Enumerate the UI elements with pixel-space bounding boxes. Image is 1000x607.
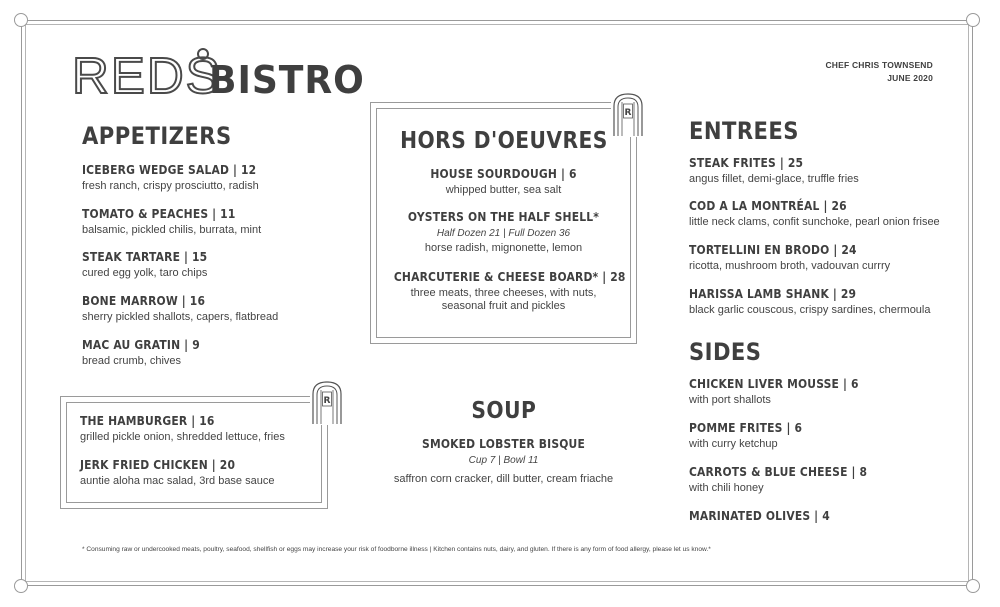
allergy-disclaimer: * Consuming raw or undercooked meats, poultry, seafood, shellfish or eggs may increase your risk of foodborne illness | Kitchen contains nuts, dairy, and gluten. If there is any form of food allergy, please let us know.* xyxy=(82,546,711,553)
item-name: COD A LA MONTRÉAL | 26 xyxy=(689,198,847,213)
menu-item xyxy=(82,206,261,236)
brand-name-outline: REDS xyxy=(72,47,222,104)
item-name: CARROTS & BLUE CHEESE | 8 xyxy=(689,464,868,479)
item-portions: Cup 7 | Bowl 11 xyxy=(468,455,539,466)
item-description: three meats, three cheeses, with nuts, xyxy=(410,287,597,299)
menu-item xyxy=(689,420,821,450)
item-description: little neck clams, confit sunchoke, pearl onion frisee xyxy=(689,216,940,228)
item-name: BONE MARROW | 16 xyxy=(82,293,206,308)
item-description: whipped butter, sea salt xyxy=(445,184,562,196)
menu-item xyxy=(82,249,228,279)
corner-ornament xyxy=(966,579,980,593)
item-name: OYSTERS ON THE HALF SHELL* xyxy=(407,209,600,224)
menu-item xyxy=(689,198,940,228)
hors-title-text: HORS D'OEUVRES xyxy=(399,128,608,154)
item-name: TOMATO & PEACHES | 11 xyxy=(82,206,236,221)
degree-mark xyxy=(197,48,209,60)
soup-title xyxy=(376,398,631,424)
item-name: ICEBERG WEDGE SALAD | 12 xyxy=(82,162,257,177)
item-name: TORTELLINI EN BRODO | 24 xyxy=(689,242,857,257)
item-name: HARISSA LAMB SHANK | 29 xyxy=(689,286,857,301)
soup-title-text: SOUP xyxy=(471,398,536,424)
menu-item xyxy=(376,436,631,485)
item-name: MAC AU GRATIN | 9 xyxy=(82,337,200,352)
entrees-title: ENTREES xyxy=(689,117,799,145)
menu-item xyxy=(376,166,631,196)
item-name: CHARCUTERIE & CHEESE BOARD* | 28 xyxy=(393,269,626,284)
item-name: JERK FRIED CHICKEN | 20 xyxy=(80,457,236,472)
corner-ornament xyxy=(14,579,28,593)
item-description: black garlic couscous, crispy sardines, chermoula xyxy=(689,304,931,316)
r-emblem-icon xyxy=(310,380,344,425)
item-name: CHICKEN LIVER MOUSSE | 6 xyxy=(689,376,859,391)
sides-title: SIDES xyxy=(689,338,762,366)
item-description-line2: seasonal fruit and pickles xyxy=(441,300,566,312)
item-description: with chili honey xyxy=(689,482,764,494)
item-name: THE HAMBURGER | 16 xyxy=(80,413,215,428)
chef-name: CHEF CHRIS TOWNSEND xyxy=(825,60,933,70)
menu-item xyxy=(82,293,278,323)
item-description: balsamic, pickled chilis, burrata, mint xyxy=(82,224,262,236)
menu-item xyxy=(689,286,931,316)
brand-name-bold: BISTRO xyxy=(209,58,365,102)
item-description: sherry pickled shallots, capers, flatbread xyxy=(82,311,279,323)
appetizers-title: APPETIZERS xyxy=(82,122,232,150)
item-name: STEAK FRITES | 25 xyxy=(689,155,804,170)
corner-ornament xyxy=(14,13,28,27)
emblem-letter: R xyxy=(323,396,331,406)
hors-title xyxy=(376,128,631,154)
menu-item xyxy=(82,337,219,367)
emblem-letter: R xyxy=(624,108,632,118)
item-description: saffron corn cracker, dill butter, cream friache xyxy=(393,473,614,485)
item-name: POMME FRITES | 6 xyxy=(689,420,803,435)
item-description: ricotta, mushroom broth, vadouvan currry xyxy=(689,260,891,272)
menu-item xyxy=(376,209,631,254)
item-description: with port shallots xyxy=(689,394,771,406)
item-portions: Half Dozen 21 | Full Dozen 36 xyxy=(436,228,571,239)
item-name: SMOKED LOBSTER BISQUE xyxy=(422,436,585,451)
corner-ornament xyxy=(966,13,980,27)
menu-item xyxy=(82,162,285,192)
menu-date: JUNE 2020 xyxy=(887,73,933,83)
item-description: with curry ketchup xyxy=(689,438,778,450)
menu-item xyxy=(689,155,859,185)
item-description: auntie aloha mac salad, 3rd base sauce xyxy=(80,475,275,487)
menu-item xyxy=(689,508,853,523)
menu-item xyxy=(80,457,274,487)
item-description: cured egg yolk, taro chips xyxy=(82,267,208,279)
item-description: angus fillet, demi-glace, truffle fries xyxy=(689,173,859,185)
item-name: MARINATED OLIVES | 4 xyxy=(689,508,830,523)
header-info xyxy=(825,59,933,85)
item-description: fresh ranch, crispy prosciutto, radish xyxy=(82,180,259,192)
item-description: grilled pickle onion, shredded lettuce, fries xyxy=(80,431,285,443)
menu-item xyxy=(689,376,886,406)
item-name: HOUSE SOURDOUGH | 6 xyxy=(430,166,577,181)
item-description: bread crumb, chives xyxy=(82,355,182,367)
item-description: horse radish, mignonette, lemon xyxy=(424,242,583,254)
brand-logo xyxy=(72,47,365,104)
item-name: STEAK TARTARE | 15 xyxy=(82,249,208,264)
menu-item xyxy=(80,413,285,443)
menu-item xyxy=(689,464,896,494)
menu-item xyxy=(376,269,631,312)
menu-item xyxy=(689,242,890,272)
